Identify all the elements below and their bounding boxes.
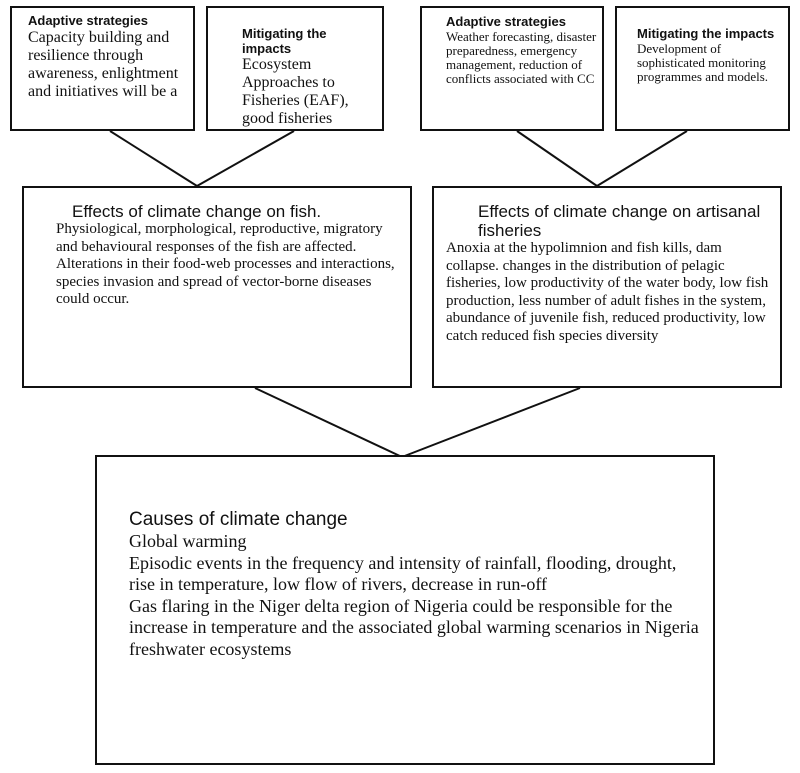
adaptive-strategies-text-right: Weather forecasting, disaster preparedness, emergency management, reduction of conflicts associated with CC bbox=[446, 29, 597, 86]
mitigating-impacts-title-left: Mitigating the impacts bbox=[242, 26, 327, 56]
mitigating-impacts-title-right: Mitigating the impacts bbox=[637, 26, 775, 41]
mitigating-impacts-text-left: Ecosystem Approaches to Fisheries (EAF), good fisheries bbox=[242, 56, 349, 127]
effects-on-fisheries-text: Anoxia at the hypolimnion and fish kills, dam collapse. changes in the distribution of pelagic fisheries, low productivity of the water body, low fish production, less number of adult fishes in the system, abundance of juvenile fish, reduced productivity, low catch reduced fish species diversity bbox=[446, 240, 769, 344]
effects-on-fisheries-title: Effects of climate change on artisanal fisheries bbox=[478, 202, 761, 240]
connector-tl2-to-fish bbox=[197, 131, 294, 186]
connector-tr2-to-fisheries bbox=[597, 131, 687, 186]
mitigating-impacts-text-right: Development of sophisticated monitoring programmes and models. bbox=[637, 41, 769, 84]
causes-global-warming: Global warming bbox=[129, 531, 247, 551]
connector-tr1-to-fisheries bbox=[517, 131, 597, 186]
effects-on-fish-text: Physiological, morphological, reproductive, migratory and behavioural responses of the fish are affected. Alterations in their food-web processes and interactions, species invasion and spread of vector-borne diseases could occur. bbox=[56, 221, 395, 307]
adaptive-strategies-box-left bbox=[10, 6, 195, 131]
causes-box bbox=[95, 455, 715, 765]
adaptive-strategies-title-right: Adaptive strategies bbox=[446, 14, 566, 29]
mitigating-impacts-box-left bbox=[206, 6, 384, 131]
effects-on-fish-title: Effects of climate change on fish. bbox=[72, 202, 322, 221]
causes-episodic-events: Episodic events in the frequency and intensity of rainfall, flooding, drought, rise in temperature, low flow of rivers, decrease in run-off bbox=[129, 552, 677, 594]
effects-on-fisheries-box bbox=[432, 186, 782, 388]
connector-fish-to-causes bbox=[255, 388, 402, 457]
adaptive-strategies-box-right bbox=[420, 6, 604, 131]
adaptive-strategies-title-left: Adaptive strategies bbox=[28, 13, 148, 28]
connector-tl1-to-fish bbox=[110, 131, 197, 186]
causes-gas-flaring: Gas flaring in the Niger delta region of Nigeria could be responsible for the increase in temperature and the associated global warming scenarios in Nigeria freshwater ecosystems bbox=[129, 595, 699, 659]
mitigating-impacts-box-right bbox=[615, 6, 790, 131]
connector-fisheries-to-causes bbox=[402, 388, 580, 457]
effects-on-fish-box bbox=[22, 186, 412, 388]
causes-title: Causes of climate change bbox=[129, 509, 348, 530]
adaptive-strategies-text-left: Capacity building and resilience through awareness, enlightment and initiatives will be a bbox=[28, 29, 179, 100]
